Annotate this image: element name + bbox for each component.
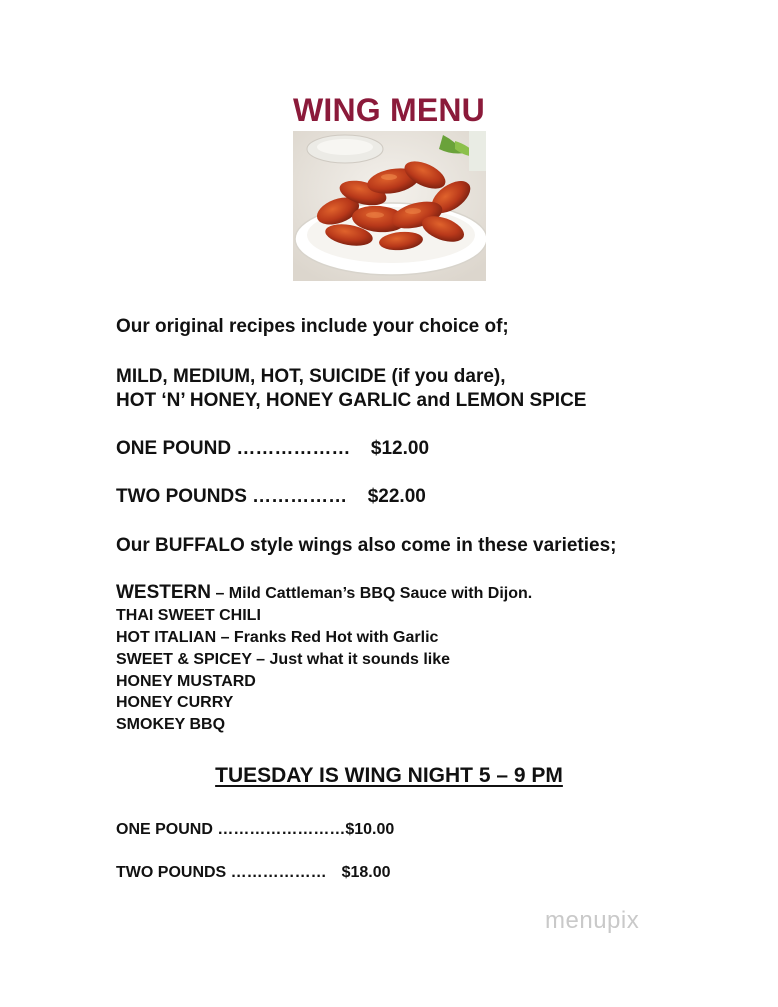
price-label: TWO POUNDS …………… [116, 486, 348, 507]
price-value: $22.00 [367, 486, 426, 507]
variety-item: HONEY MUSTARD [116, 673, 256, 690]
page-title: WING MENU [292, 92, 485, 128]
wing-night-price-one-pound [116, 821, 394, 839]
price-row-one-pound [116, 438, 429, 460]
variety-desc: – Mild Cattleman’s BBQ Sauce with Dijon. [211, 585, 533, 602]
price-row-two-pounds [116, 486, 426, 508]
buffalo-intro: Our BUFFALO style wings also come in these varieties; [116, 535, 617, 556]
price-label: TWO POUNDS ……………… [116, 864, 327, 881]
variety-item: THAI SWEET CHILI [116, 607, 261, 624]
price-value: $18.00 [341, 864, 391, 881]
price-label: ONE POUND …………………… [116, 821, 346, 838]
intro-text: Our original recipes include your choice of; [116, 316, 509, 337]
price-label: ONE POUND ……………… [116, 438, 351, 459]
watermark-logo: menupix [545, 907, 640, 934]
variety-item: HOT ITALIAN – Franks Red Hot with Garlic [116, 629, 439, 646]
variety-western [116, 582, 532, 604]
wing-night-price-two-pounds [116, 864, 391, 882]
price-value: $10.00 [345, 821, 395, 838]
flavor-line: MILD, MEDIUM, HOT, SUICIDE (if you dare), [116, 366, 506, 387]
variety-item: SMOKEY BBQ [116, 716, 226, 733]
wing-night-heading: TUESDAY IS WING NIGHT 5 – 9 PM [215, 764, 563, 787]
flavor-line: HOT ‘N’ HONEY, HONEY GARLIC and LEMON SPICE [116, 390, 587, 411]
wings-photo [293, 131, 486, 281]
variety-item: HONEY CURRY [116, 694, 234, 711]
variety-item: SWEET & SPICEY – Just what it sounds like [116, 651, 450, 668]
variety-name: WESTERN [116, 582, 211, 603]
price-value: $12.00 [370, 438, 430, 459]
